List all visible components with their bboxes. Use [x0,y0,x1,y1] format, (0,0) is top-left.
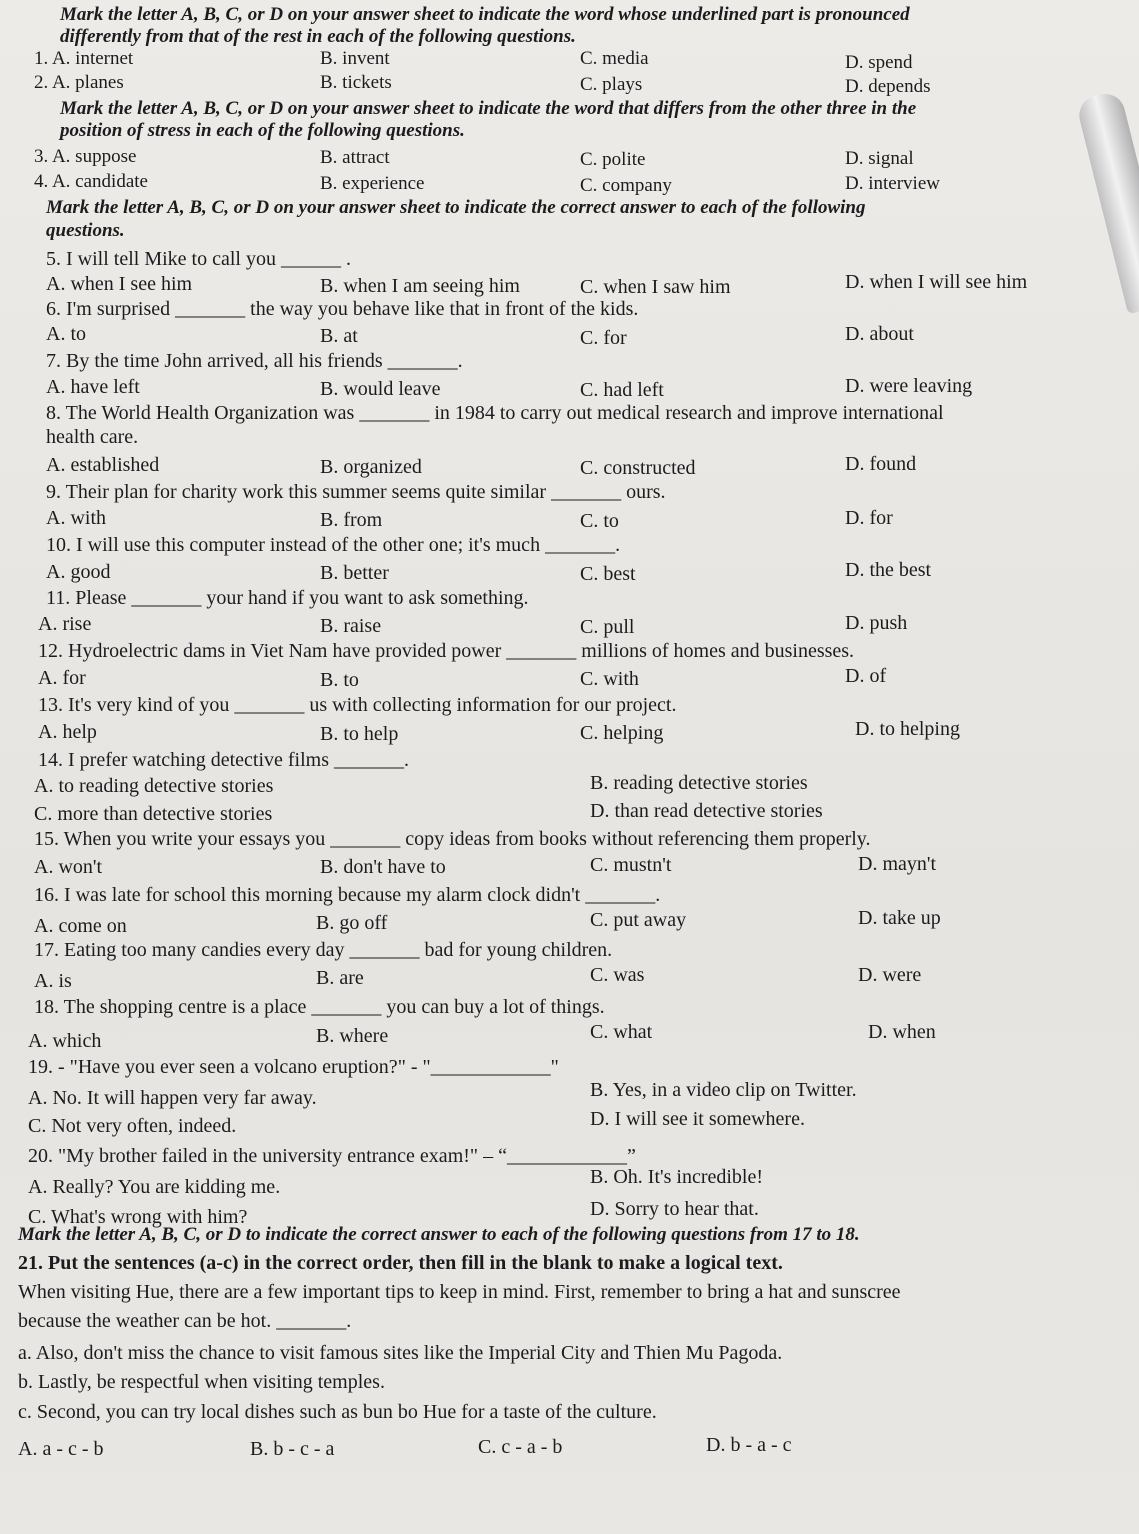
text-line: Mark the letter A, B, C, or D on your answer sheet to indicate the word that differs from the other three in the [60,98,917,119]
text-line: D. the best [845,559,932,581]
text-line: 5. I will tell Mike to call you ______ . [46,248,351,270]
text-line: C. c - a - b [478,1436,563,1458]
text-line: C. media [580,48,649,69]
text-line: C. when I saw him [580,276,731,298]
text-line: When visiting Hue, there are a few important tips to keep in mind. First, remember to bring a hat and sunscree [18,1281,901,1303]
text-line: 3. A. suppose [34,146,137,167]
text-line: D. were [858,964,922,986]
text-line: B. to help [320,723,399,745]
text-line: C. mustn't [590,854,672,876]
text-line: D. mayn't [858,853,937,875]
text-line: A. rise [38,613,92,635]
text-line: C. put away [590,909,687,931]
text-line: B. experience [320,173,425,194]
text-line: B. b - c - a [250,1438,335,1460]
text-line: 1. A. internet [34,48,134,69]
text-line: D. spend [845,52,913,73]
text-line: D. push [845,612,908,634]
text-line: B. are [316,967,364,989]
text-line: C. what [590,1021,653,1043]
text-line: b. Lastly, be respectful when visiting temples. [18,1371,385,1393]
text-line: B. Oh. It's incredible! [590,1166,764,1188]
text-line: 18. The shopping centre is a place _______ you can buy a lot of things. [34,996,605,1018]
text-line: B. when I am seeing him [320,275,520,297]
text-line: C. was [590,964,645,986]
text-line: 8. The World Health Organization was _______ in 1984 to carry out medical research and improve international [46,402,944,424]
text-line: questions. [46,220,125,241]
text-line: 2. A. planes [34,72,124,93]
text-line: 4. A. candidate [34,171,148,192]
text-line: position of stress in each of the following questions. [60,120,465,141]
text-line: 12. Hydroelectric dams in Viet Nam have provided power _______ millions of homes and businesses. [38,640,855,662]
text-line: C. polite [580,149,646,170]
text-line: 19. - "Have you ever seen a volcano eruption?" - "____________" [28,1056,559,1078]
text-line: B. Yes, in a video clip on Twitter. [590,1079,857,1101]
text-line: Mark the letter A, B, C, or D on your answer sheet to indicate the correct answer to each of the following [46,197,866,218]
text-line: 17. Eating too many candies every day _______ bad for young children. [34,939,613,961]
text-line: B. go off [316,912,388,934]
text-line: D. of [845,665,887,687]
text-line: C. company [580,175,672,196]
text-line: D. signal [845,148,914,169]
text-line: C. with [580,668,639,690]
text-line: 13. It's very kind of you _______ us with collecting information for our project. [38,694,677,716]
text-line: A. which [28,1030,102,1052]
text-line: A. when I see him [46,273,193,295]
text-line: D. interview [845,173,940,194]
text-line: B. tickets [320,72,392,93]
text-line: 9. Their plan for charity work this summer seems quite similar _______ ours. [46,481,666,503]
text-line: C. What's wrong with him? [28,1206,248,1228]
text-line: A. to reading detective stories [34,775,274,797]
text-line: A. No. It will happen very far away. [28,1087,317,1109]
text-line: A. good [46,561,111,583]
text-line: 20. "My brother failed in the university entrance exam!" – “____________” [28,1145,636,1167]
text-line: C. constructed [580,457,696,479]
text-line: D. depends [845,76,931,97]
text-line: C. best [580,563,636,585]
text-line: health care. [46,426,139,448]
text-line: B. reading detective stories [590,772,808,794]
pen-object [1075,90,1139,315]
text-line: A. won't [34,856,103,878]
text-line: A. established [46,454,160,476]
text-line: D. for [845,507,893,529]
text-line: B. raise [320,615,382,637]
text-line: C. had left [580,379,664,401]
text-line: A. is [34,970,72,992]
text-line: A. to [46,323,86,345]
text-line: A. help [38,721,97,743]
text-line: D. to helping [855,718,960,740]
text-line: B. at [320,325,358,347]
text-line: B. attract [320,147,390,168]
text-line: D. Sorry to hear that. [590,1198,759,1220]
text-line: 7. By the time John arrived, all his friends _______. [46,350,463,372]
text-line: A. a - c - b [18,1438,104,1460]
text-line: C. helping [580,722,664,744]
text-line: Mark the letter A, B, C, or D on your answer sheet to indicate the word whose underlined part is pronounced [60,4,910,25]
text-line: B. from [320,509,383,531]
text-line: B. would leave [320,378,441,400]
text-line: D. b - a - c [706,1434,792,1456]
text-line: A. come on [34,915,127,937]
text-line: D. when [868,1021,936,1043]
text-line: C. plays [580,74,643,95]
text-line: 14. I prefer watching detective films _______. [38,749,409,771]
text-line: A. have left [46,376,140,398]
text-line: A. for [38,667,86,689]
text-line: A. with [46,507,106,529]
text-line: D. I will see it somewhere. [590,1108,805,1130]
text-line: D. than read detective stories [590,800,823,822]
text-line: 21. Put the sentences (a-c) in the correct order, then fill in the blank to make a logical text. [18,1252,783,1274]
text-line: B. better [320,562,389,584]
text-line: C. for [580,327,627,349]
text-line: B. don't have to [320,856,446,878]
text-line: 15. When you write your essays you _______ copy ideas from books without referencing them properly. [34,828,871,850]
text-line: 11. Please _______ your hand if you want to ask something. [46,587,529,609]
text-line: D. about [845,323,914,345]
text-line: D. when I will see him [845,271,1028,293]
text-line: 16. I was late for school this morning because my alarm clock didn't _______. [34,884,661,906]
text-line: Mark the letter A, B, C, or D to indicate the correct answer to each of the following questions from 17 to 18. [18,1224,860,1245]
text-line: D. take up [858,907,941,929]
text-line: a. Also, don't miss the chance to visit famous sites like the Imperial City and Thien Mu Pagoda. [18,1342,783,1364]
text-line: B. to [320,669,359,691]
text-line: because the weather can be hot. _______. [18,1310,352,1332]
text-line: D. were leaving [845,375,973,397]
text-line: B. organized [320,456,422,478]
text-line: C. to [580,510,619,532]
text-line: B. where [316,1025,389,1047]
text-line: C. pull [580,616,635,638]
text-line: B. invent [320,48,390,69]
text-line: A. Really? You are kidding me. [28,1176,281,1198]
text-line: C. Not very often, indeed. [28,1115,237,1137]
text-line: 10. I will use this computer instead of the other one; it's much _______. [46,534,621,556]
text-line: 6. I'm surprised _______ the way you behave like that in front of the kids. [46,298,639,320]
text-line: differently from that of the rest in each of the following questions. [60,26,576,47]
text-line: c. Second, you can try local dishes such as bun bo Hue for a taste of the culture. [18,1401,657,1423]
text-line: C. more than detective stories [34,803,273,825]
text-line: D. found [845,453,917,475]
